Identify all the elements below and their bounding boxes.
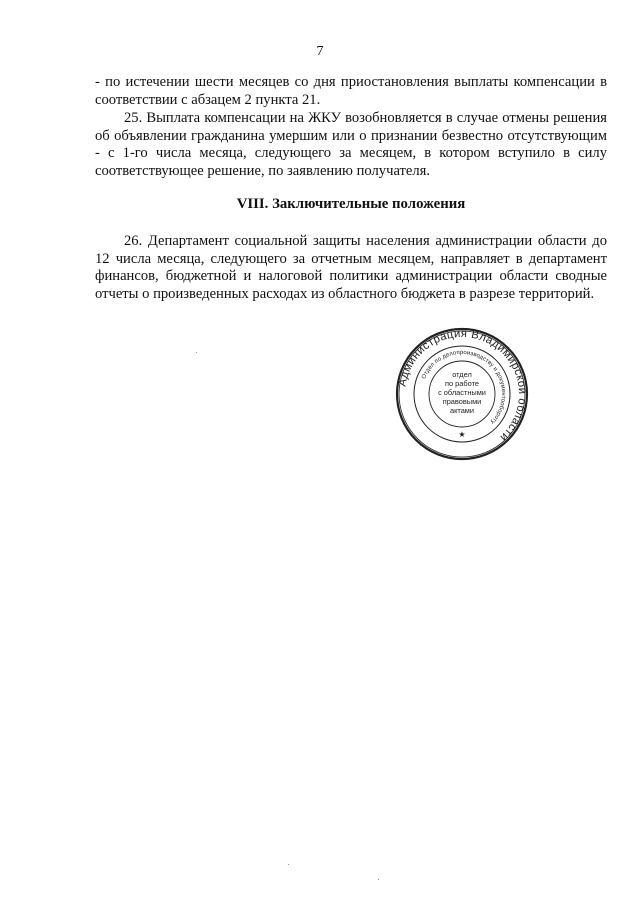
stamp-center-line-2: по работе [445, 379, 479, 388]
page-number: 7 [316, 44, 324, 59]
stamp-center-line-1: отдел [452, 370, 472, 379]
stamp-center-line-5: актами [449, 406, 475, 415]
paragraph-26-reports: 26. Департамент социальной защиты населения администрации области до 12 числа месяца, следующего за отчетным месяцем, направляет в департамент финансов, бюджетной и налоговой политики администрации области сводные отчеты о произведенных расходах из областного бюджета в разрезе территорий. [95, 233, 607, 302]
paragraph-25-resumption: 25. Выплата компенсации на ЖКУ возобновляется в случае отмены решения об объявлении гражданина умершим или о признании безвестно отсутствующим - с 1-го числа месяца, следующего за месяцем, в котором вступило в силу соответствующее решение, по заявлению получателя. [95, 110, 607, 179]
stamp-inner-ring-text: Отдел по делопроизводству и документообороту [421, 349, 507, 425]
stamp-star-icon: ★ [458, 430, 466, 439]
paragraph-suspension-term: - по истечении шести месяцев со дня приостановления выплаты компенсации в соответствии с абзацем 2 пункта 21. [95, 74, 607, 108]
stamp-center-line-4: правовыми [442, 397, 482, 406]
section-heading: VIII. Заключительные положения [236, 196, 466, 212]
scan-speck [288, 864, 289, 865]
stamp-center-line-3: с областными [438, 388, 486, 397]
official-stamp [395, 327, 529, 461]
stamp-outer-ring-text: Администрация Владимирской области [396, 327, 529, 444]
scan-speck [196, 352, 197, 353]
scan-speck [378, 879, 379, 880]
